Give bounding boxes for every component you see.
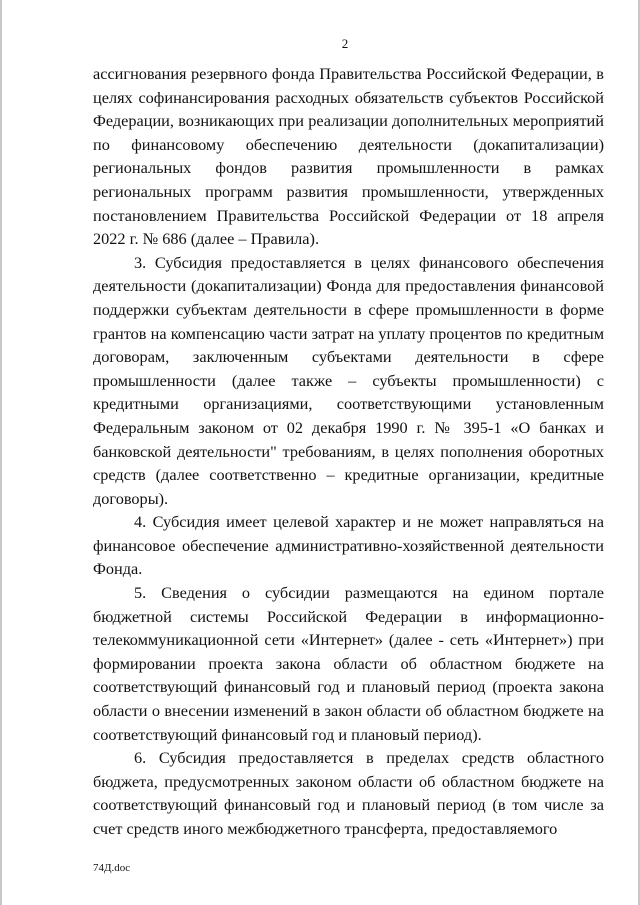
paragraph-4: 4. Субсидия имеет целевой характер и не может направляться на финансовое обеспечение административно-хозяйственной деятельности Фонда. [93, 512, 604, 579]
paragraph-5: 5. Сведения о субсидии размещаются на едином портале бюджетной системы Российской Федерации в информационно-телекоммуникационной сети «Интернет» (далее - сеть «Интернет») при формировании проекта закона области об областном бюджете на соответствующий финансовый год и плановый период (проекта закона области о внесении изменений в закон области об областном бюджете на соответствующий финансовый год и плановый период). [93, 583, 604, 744]
paragraph-3: 3. Субсидия предоставляется в целях финансового обеспечения деятельности (докапитализации) Фонда для предоставления финансовой поддержки субъектам деятельности в сфере промышленности в форме грантов на компенсацию части затрат на уплату процентов по кредитным договорам, заключенным субъектами деятельности в сфере промышленности (далее также – субъекты промышленности) с кредитными организациями, соответствующими установленным Федеральным законом от 02 декабря 1990 г. № 395-1 «О банках и банковской деятельности" требованиям, в целях пополнения оборотных средств (далее соответственно – кредитные организации, кредитные договоры). [93, 252, 604, 508]
document-body [93, 62, 604, 841]
paragraph-6: 6. Субсидия предоставляется в пределах средств областного бюджета, предусмотренных законом области об областном бюджете на соответствующий финансовый год и плановый период (в том числе за счет средств иного межбюджетного трансферта, предоставляемого [93, 748, 604, 838]
footer-filename: 74Д.doc [93, 862, 131, 874]
page-number: 2 [341, 36, 349, 51]
page-edge-left [0, 0, 2, 905]
paragraph-continuation: ассигнования резервного фонда Правительства Российской Федерации, в целях софинансирования расходных обязательств субъектов Российской Федерации, возникающих при реализации дополнительных мероприятий по финансовому обеспечению деятельности (докапитализации) региональных фондов развития промышленности в рамках региональных программ развития промышленности, утвержденных постановлением Правительства Российской Федерации от 18 апреля 2022 г. № 686 (далее – Правила). [93, 64, 604, 249]
